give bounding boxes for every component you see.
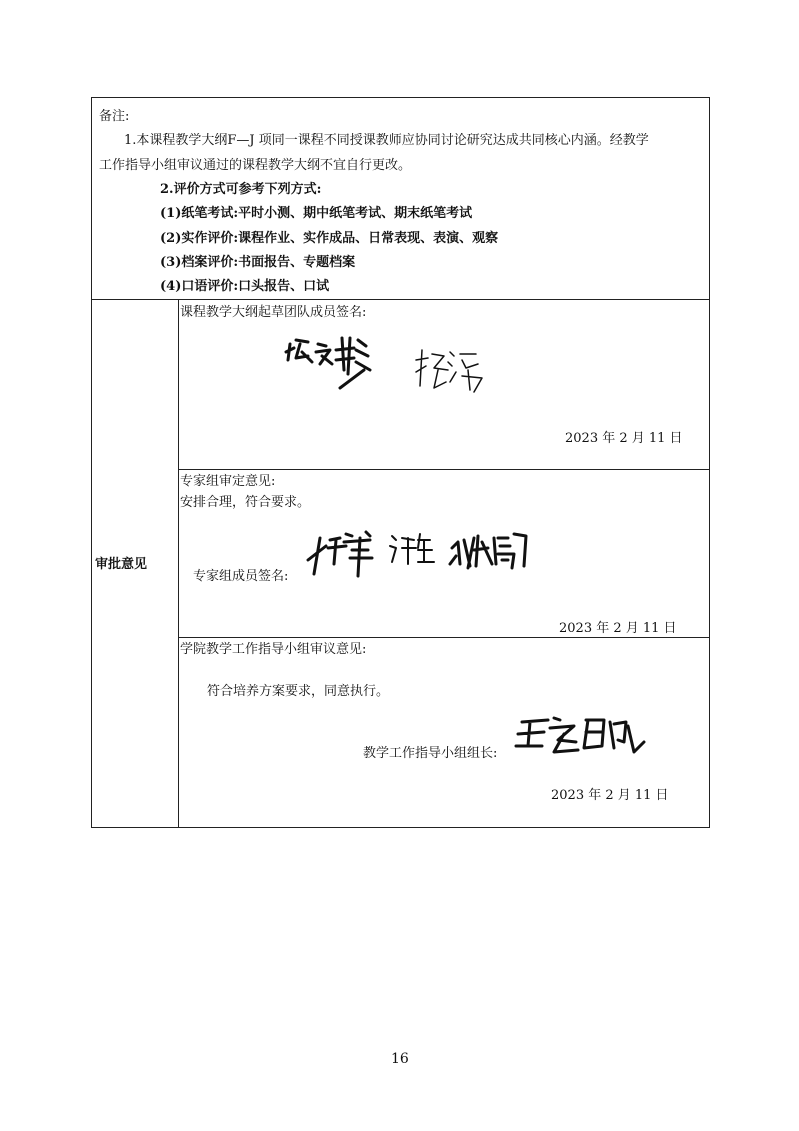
- college-sign-label: 教学工作指导小组组长:: [363, 746, 498, 761]
- college-heading: 学院教学工作指导小组审议意见:: [180, 642, 367, 657]
- approval-label: 审批意见: [95, 557, 148, 572]
- expert-date: 2023 年 2 月 11 日: [559, 621, 677, 636]
- college-date: 2023 年 2 月 11 日: [551, 788, 669, 803]
- expert-sign-label: 专家组成员签名:: [193, 569, 289, 584]
- notes-title: 备注:: [99, 109, 130, 124]
- eval-label: (4)口语评价:: [160, 279, 239, 294]
- eval-text: 口头报告、口试: [238, 279, 330, 294]
- team-signature-1: [282, 330, 382, 390]
- eval-text: 平时小测、期中纸笔考试、期末纸笔考试: [238, 206, 473, 221]
- team-heading: 课程教学大纲起草团队成员签名:: [180, 305, 367, 320]
- eval-label: (1)纸笔考试:: [160, 206, 239, 221]
- expert-opinion: 安排合理，符合要求。: [180, 495, 311, 510]
- college-opinion: 符合培养方案要求，同意执行。: [207, 684, 390, 699]
- eval-text: 课程作业、实作成品、日常表现、表演、观察: [238, 231, 499, 246]
- eval-item-2: [160, 231, 498, 247]
- eval-item-3: [160, 255, 355, 271]
- eval-item-1: [160, 206, 472, 222]
- team-date: 2023 年 2 月 11 日: [565, 431, 683, 446]
- expert-signature-1: [306, 520, 386, 580]
- expert-signature-2: [388, 528, 448, 568]
- college-signature: [514, 712, 648, 760]
- expert-bottom-rule: [178, 637, 710, 638]
- notes-bottom-rule: [91, 299, 710, 300]
- notes-line-2: 2.评价方式可参考下列方式:: [160, 182, 322, 197]
- team-bottom-rule: [178, 469, 710, 470]
- team-signature-2: [410, 346, 490, 396]
- eval-label: (2)实作评价:: [160, 231, 239, 246]
- notes-line-1b: 工作指导小组审议通过的课程教学大纲不宜自行更改。: [99, 158, 412, 173]
- eval-item-4: [160, 279, 329, 295]
- eval-text: 书面报告、专题档案: [238, 255, 356, 270]
- notes-line-1a: 1.本课程教学大纲F—J 项同一课程不同授课教师应协同讨论研究达成共同核心内涵。经教学: [124, 133, 649, 148]
- expert-heading: 专家组审定意见:: [180, 474, 276, 489]
- page-number: 16: [391, 1051, 409, 1067]
- expert-signature-3: [448, 528, 530, 572]
- label-column-rule: [178, 299, 179, 828]
- eval-label: (3)档案评价:: [160, 255, 239, 270]
